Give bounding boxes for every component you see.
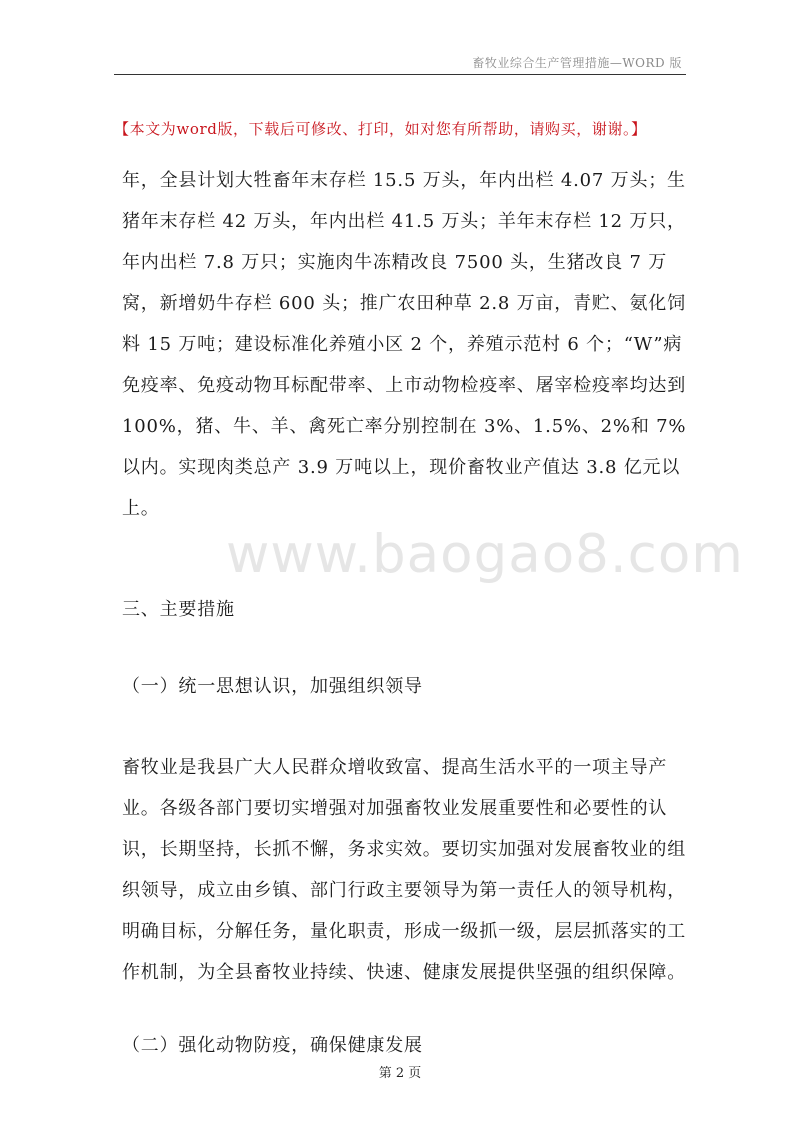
watermark: www.baogao8.com [226,524,744,585]
page-number: 第 2 页 [378,1066,422,1081]
intro-paragraph: 年，全县计划大牲畜年末存栏 15.5 万头，年内出栏 4.07 万头；生猪年末存栏 42 万头，年内出栏 41.5 万头；羊年末存栏 12 万只，年内出栏 7.8 万只；实施肉牛冻精改良 7500 头，生猪改良 7 万窝，新增奶牛存栏 600 头；推广农田种草 2.8 万亩，青贮、氨化饲料 15 万吨；建设标准化养殖小区 2 个，养殖示范村 6 个；“W”病免疫率、免疫动物耳标配带率、上市动物检疫率、屠宰检疫率均达到 100%，猪、牛、羊、禽死亡率分别控制在 3%、1.5%、2%和 7%以内。实现肉类总产 3.9 万吨以上，现价畜牧业产值达 3.8 亿元以上。 [122,170,687,519]
subsection-heading-1: （一）统一思想认识，加强组织领导 [122,676,423,697]
header-title: 畜牧业综合生产管理措施—WORD 版 [472,56,682,70]
header-divider [114,74,686,75]
section-heading: 三、主要措施 [122,599,235,620]
body-paragraph-1: 畜牧业是我县广大人民群众增收致富、提高生活水平的一项主导产业。各级各部门要切实增强对加强畜牧业发展重要性和必要性的认识，长期坚持，长抓不懈，务求实效。要切实加强对发展畜牧业的组织领导，成立由乡镇、部门行政主要领导为第一责任人的领导机构，明确目标，分解任务，量化职责，形成一级抓一级，层层抓落实的工作机制，为全县畜牧业持续、快速、健康发展提供坚强的组织保障。 [122,757,686,983]
subsection-heading-2: （二）强化动物防疫，确保健康发展 [122,1035,423,1056]
download-notice: 【本文为word版，下载后可修改、打印，如对您有所帮助，请购买，谢谢。】 [114,120,647,138]
document-body [122,160,688,1066]
